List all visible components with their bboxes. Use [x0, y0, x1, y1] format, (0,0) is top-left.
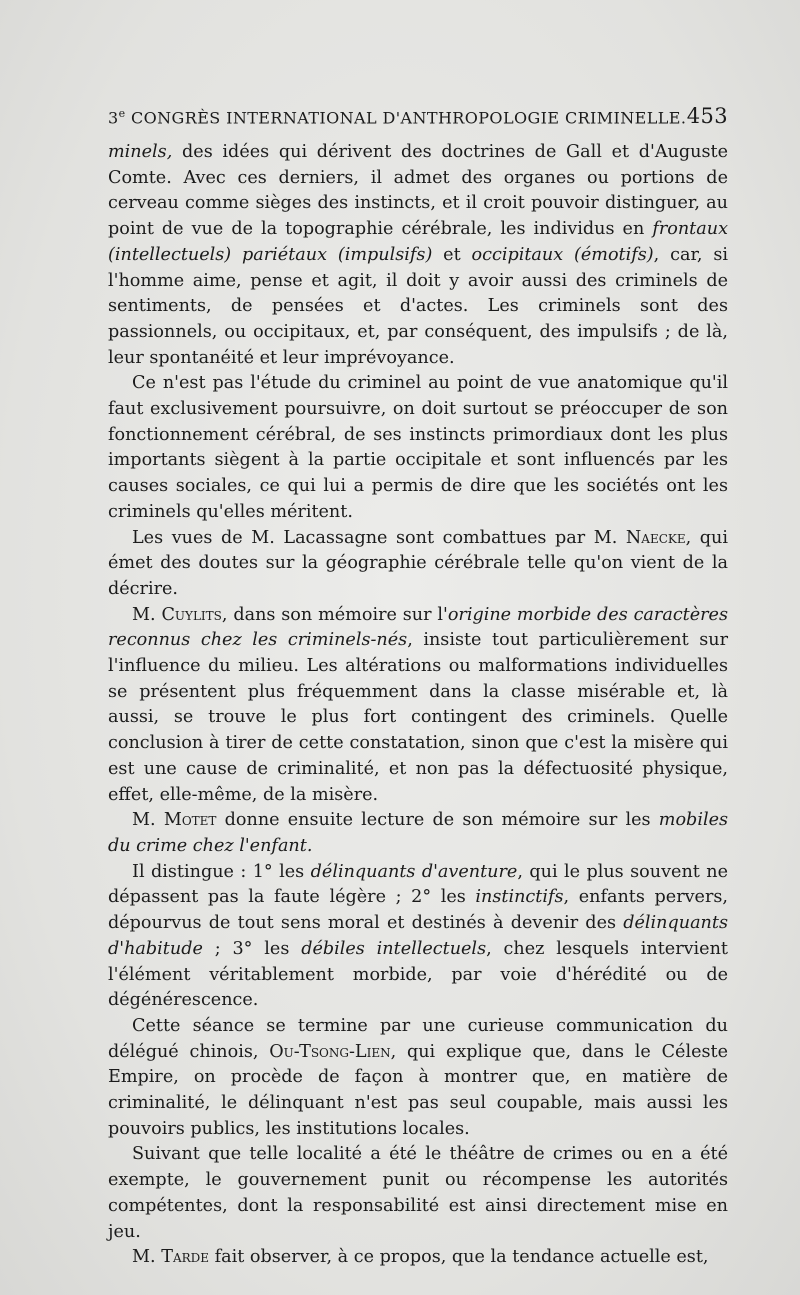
p1-seg5: , car, si l'homme aime, pense et agit, il doit y avoir aussi des criminels de sentiments, de pensées et d'actes. Les criminels sont des passionnels, ou occipitaux, et, par conséquent, des impulsifs ; de là, leur spontanéité et leur imprévoyance. [108, 244, 729, 368]
paragraph-9 [108, 1245, 728, 1271]
p9-seg2: fait observer, à ce propos, que la tendance actuelle est, [209, 1247, 709, 1268]
p5-seg2: donne ensuite lecture de son mémoire sur les [216, 810, 659, 831]
p7-name-ou-tsong-lien: Ou-Tsong-Lien [269, 1041, 391, 1062]
paragraph-8: Suivant que telle localité a été le théâtre de crimes ou en a été exempte, le gouvernement punit ou récompense les autorités compétentes, dont la responsabilité est ainsi directement mise en jeu. [108, 1144, 728, 1242]
header-title-text: CONGRÈS INTERNATIONAL D'ANTHROPOLOGIE CRIMINELLE. [125, 108, 687, 127]
body-text [108, 140, 728, 1271]
p3-seg2: , qui émet des doutes sur la géographie cérébrale telle qu'on vient de la décrire. [108, 527, 729, 599]
running-header [108, 104, 728, 128]
p3-seg0: Les vues de M. Lacassagne sont combattues par M. [132, 527, 626, 548]
p1-seg4: occipitaux (émotifs) [471, 244, 654, 265]
p4-seg3: origine morbide des caractères reconnus chez les criminels-nés [108, 604, 728, 651]
p5-seg3: mobiles du crime chez l'enfant. [108, 810, 729, 856]
p6-seg1: délinquants d'aventure [310, 861, 518, 882]
page-number: 453 [686, 104, 728, 128]
p5-name-motet: Motet [163, 810, 217, 831]
p1-seg2: frontaux (intellectuels) pariétaux (impulsifs) [108, 219, 728, 265]
paragraph-7 [108, 1014, 728, 1143]
p6-seg3: instinctifs [475, 887, 564, 908]
p5-seg0: M. [132, 810, 164, 831]
header-title [108, 107, 686, 127]
p6-seg2: , qui le plus souvent ne dépassent pas la faute légère ; 2° les [108, 861, 729, 908]
p9-seg0: M. [132, 1247, 162, 1268]
p6-seg4: , enfants pervers, dépourvus de tout sens moral et destinés à devenir des [108, 887, 728, 934]
p7-seg0: Cette séance se termine par une curieuse communication du délégué chinois, [108, 1015, 728, 1062]
header-ordinal-sup: e [118, 106, 126, 120]
p4-seg2: , dans son mémoire sur l' [221, 604, 448, 625]
p3-name-naecke: Naecke [625, 527, 686, 548]
p6-seg5: délinquants d'habitude [108, 913, 728, 959]
p6-seg7: débiles intellectuels [301, 938, 487, 959]
p9-name-tarde: Tarde [161, 1247, 210, 1268]
p6-seg6: ; 3° les [202, 938, 302, 959]
header-ordinal: 3 [108, 108, 119, 127]
p4-name-cuylits: Cuylits [161, 604, 222, 625]
paragraph-3 [108, 526, 728, 603]
p1-seg1: des idées qui dérivent des doctrines de Gall et d'Auguste Comte. Avec ces derniers, il admet des organes ou portions de cerveau comme sièges des instincts, et il croit pouvoir distinguer, au point de vue de la topographie cérébrale, les individus en [108, 142, 728, 240]
p6-seg8: , chez lesquels intervient l'élément véritablement morbide, par voie d'hérédité ou de dégénérescence. [108, 938, 728, 1011]
paragraph-1 [108, 140, 728, 371]
paragraph-2: Ce n'est pas l'étude du criminel au point de vue anatomique qu'il faut exclusivement poursuivre, on doit surtout se préoccuper de son fonctionnement cérébral, de ses instincts primordiaux dont les plus importants siègent à la partie occipitale et sont influencés par les causes sociales, ce qui lui a permis de dire que les sociétés ont les criminels qu'elles méritent. [108, 373, 728, 522]
paragraph-6 [108, 860, 728, 1014]
p4-seg4: , insiste tout particulièrement sur l'influence du milieu. Les altérations ou malformations individuelles se présentent plus fréquemment dans la classe misérable et, là aussi, se trouve le plus fort contingent des criminels. Quelle conclusion à tirer de cette constatation, sinon que c'est la misère qui est une cause de criminalité, et non pas la défectuosité physique, effet, elle-même, de la misère. [108, 630, 728, 805]
p7-seg2: , qui explique que, dans le Céleste Empire, on procède de façon à montrer que, en matière de criminalité, le délinquant n'est pas seul coupable, mais aussi les pouvoirs publics, les institutions locales. [108, 1041, 729, 1139]
p1-seg0: minels, [108, 142, 173, 162]
paragraph-4 [108, 603, 728, 809]
p4-seg0: M. [132, 604, 162, 625]
p1-seg3: et [432, 244, 472, 265]
paragraph-5 [108, 808, 728, 859]
p6-seg0: Il distingue : 1° les [132, 861, 311, 882]
